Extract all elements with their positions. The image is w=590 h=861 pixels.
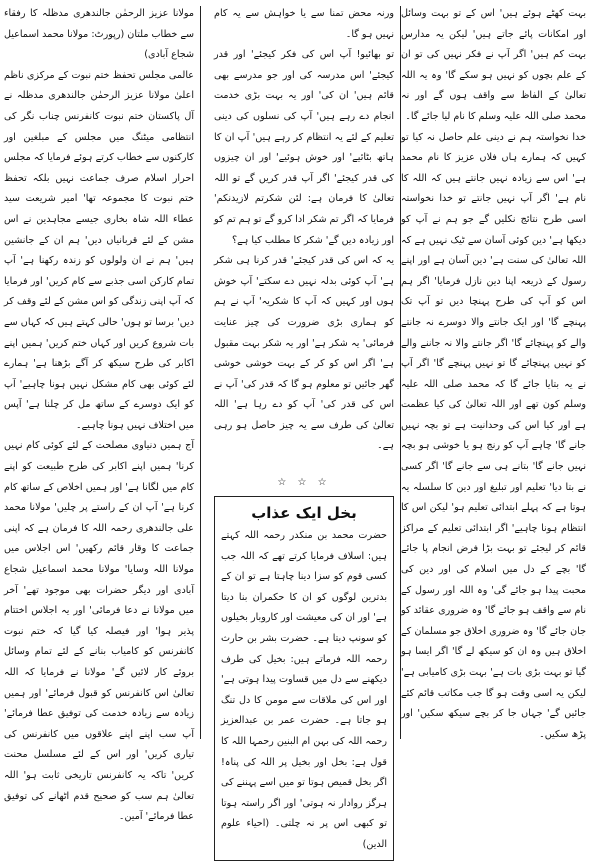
column-divider-left (200, 6, 201, 739)
article-paragraph: عالمی مجلس تحفظ ختم نبوت کے مرکزی ناظم اعلیٰ مولانا عزیز الرحمٰن جالندھری مدظلہ نے آل پاکستان ختم نبوت کانفرنس چناب نگر کی انتظامی میٹنگ میں مجلس کے مبلغین اور کارکنوں سے خطاب کرتے ہوئے فرمایا کہ مجلس احرار اسلام صرف جماعت نہیں بلکہ تحفظ ختم نبوت کا مجموعہ تھا' امیر شریعت سید عطاء اللہ شاہ بخاری جیسے مجاہدین نے اس مشن کے لئے قربانیاں دیں' ہم ان کے جانشین ہیں' ہم نے ان ولولوں کو زندہ رکھنا ہے' آپ تمام کارکن اسی جذبے سے کام کریں' اور فرمایا کہ آپ اپنی زندگی کو اس مشن کے لئے وقف کر دیں' برسا تو ہوں' حالی کہتے ہیں کہ کہاں سے بات شروع کریں اور کہاں ختم کریں' ہمیں اپنے اکابر کی طرح سیکھ کر آگے بڑھنا ہے' ہمارے لئے کوئی بھی کام مشکل نہیں ہونا چاہیے' آپ کو ایک دوسرے کے ساتھ مل کر چلنا ہے' آپس میں اختلاف نہیں ہونا چاہیے۔ (4, 69, 194, 431)
article-continuation (214, 4, 394, 474)
article-column-right (401, 4, 586, 741)
news-headline: مولانا عزیز الرحمٰن جالندھری مدظلہ کا رفقاء سے خطاب ملتان (رپورٹ: مولانا محمد اسماعیل شجاع آبادی) (4, 8, 194, 61)
boxed-article-text: حضرت محمد بن منکدر رحمہ اللہ کہتے ہیں: اسلاف فرمایا کرتے تھے کہ اللہ جب کسی قوم کو سزا دینا چاہتا ہے تو ان کے بدترین لوگوں کو ان کا حکمران بنا دیتا ہے' اور ان کی معیشت اور کاروبار بخیلوں کو سونپ دیتا ہے۔ حضرت بشر بن حارث رحمہ اللہ فرماتے ہیں: بخیل کی طرف دیکھنے سے دل میں قساوت پیدا ہوتی ہے' اور اس کی ملاقات سے مومن کا دل تنگ ہو جاتا ہے۔ حضرت عمر بن عبدالعزیز رحمہ اللہ کی بہن ام البنین رحمہا اللہ کا قول ہے: بخل اور بخیل پر اللہ کی پناہ! اگر بخل قمیص ہوتا تو میں اسے پہننے کی ہرگز روادار نہ ہوتی' اور اگر راستہ ہوتا تو کبھی اس پر نہ چلتی۔ (احیاء علوم الدین) (221, 530, 387, 850)
article-paragraph: آج ہمیں دنیاوی مصلحت کے لئے کوئی کام نہیں کرنا' ہمیں اپنے اکابر کی طرح طبیعت کو اپنے کام میں لگانا ہے' اور ہمیں اخلاص کے ساتھ کام کرنا ہے' آپ ان کے راستے پر چلیں' مولانا محمد علی جالندھری رحمہ اللہ کا فرمان ہے کہ اپنی جماعت کا وقار قائم رکھیں' اس اجلاس میں مولانا اللہ وسایا' مولانا محمد اسماعیل شجاع آبادی اور دیگر حضرات بھی موجود تھے' آخر میں مولانا نے دعا فرمائی' اور یہ اجلاس اختتام پذیر ہوا' اور فیصلہ کیا گیا کہ ختم نبوت کانفرنس کو کامیاب بنانے کے لئے تمام وسائل بروئے کار لائیں گے' مولانا نے فرمایا کہ اللہ تعالیٰ اس کانفرنس کو قبول فرمائے' اور ہمیں زیادہ سے زیادہ خدمت کی توفیق عطا فرمائے' آپ سب اپنے اپنے علاقوں میں کانفرنس کی تیاری کریں' اور اس کے لئے مسلسل محنت کریں' تاکہ یہ کانفرنس تاریخی ثابت ہو' اللہ تعالیٰ ہم سب کو صحیح قدم اٹھانے کی توفیق عطا فرمائے' آمین۔ (4, 440, 194, 823)
article-paragraph: خدا نخواستہ ہم نے دینی علم حاصل نہ کیا تو کہیں کہ ہمارے ہاں فلاں عزیز کا نام محمد ہے' اس سے زیادہ نہیں جانتے ہیں کہ اللہ کا نام ہے' اگر آپ نہیں جانتے تو خدا نخواستہ اسی طرح نتائج نکلیں گے جو ہم نے آپ کو دیکھا ہے' دین کوئی آسان سے ٹیک نہیں ہے کہ اللہ تعالیٰ کی سنت ہے' دین آسان ہے اور اپنے رسول کے ذریعہ اپنا دین نازل فرمایا' اگر ہم اس کو آپ کی طرح پہنچا دیں تو آپ تک پہنچے گا' اور ایک جانتے والا دوسرے نہ جانتے والے کو پہنچائے گا' اگر جانتے والا نہ جاننے والے کو نہیں پہنچائے گا تو نہیں پہنچے گا' اگر آپ نے یہ بتایا جائے گا کہ محمد صلی اللہ علیہ وسلم کون تھے اور اللہ تعالیٰ کی کیا عظمت ہے اور کیا اس کی وحدانیت ہے تو بچہ نہیں جانے گا' چاہے آپ کو رنج ہو یا خوشی ہو بچہ نہیں جانے گا' بتانے ہی سے جانے گا' اگر کسی نے بتا دیا' تعلیم اور تبلیغ اور دین کا سلسلہ یہ ہوتا ہے کہ پہلے ابتدائی تعلیم ہو' لیکن اس کا انتظام ہونا چاہیے' اگر ابتدائی تعلیم کے مراکز قائم کر لیجئے تو بہت بڑا فرض انجام پا جائے گا' بچے کے دل میں اسلام کی اور دین کی محبت پیدا ہو جائے گی' وہ اللہ اور رسول کے نام سے واقف ہو جائے گا' وہ ضروری عقائد کو جان جائے گا' وہ ضروری اخلاق جو مسلمان کے اخلاق ہیں وہ ان کو سیکھ لے گا' اگر ایسا ہو گیا تو بہت بڑی بات ہے' بہت بڑی کامیابی ہے' لیکن یہ اسی وقت ہو گا جب مکاتب قائم کئے جائیں گے' جہاں جا کر بچے سیکھ سکیں' اور پڑھ سکیں۔ (401, 131, 586, 740)
article-paragraph: تو بھائیو! آپ اس کی فکر کیجئے' اور قدر کیجئے' اس مدرسہ کی اور جو مدرسے بھی قائم ہیں' ان کی' اور یہ بہت بڑی خدمت انجام دے رہے ہیں' آپ کی نسلوں کی دینی تعلیم کے لئے یہ انتظام کر رہے ہیں' آپ ان کا ہاتھ بٹائیے' اور خوش ہوئیے' اور ان چیزوں کی قدر کیجئے' اگر آپ قدر کریں گے تو اللہ تعالیٰ کا فرمان ہے: لئن شکرتم لازیدنکم' فرمایا کہ اگر تم شکر ادا کرو گے تو ہم تم کو اور زیادہ دیں گے' شکر کا مطلب کیا ہے؟ (214, 49, 394, 246)
article-paragraph: بہت کھٹے ہوئے ہیں' اس کے تو بہت وسائل اور امکانات پائے جاتے ہیں' لیکن یہ مدارس بہت کم ہیں' اگر آپ نے فکر نہیں کی تو ان کے علم بچوں کو نہیں ہو سکے گا' وہ یہ اللہ تعالیٰ کے الفاظ سے واقف ہوں گے اور نہ محمد صلی اللہ علیہ وسلم کا نام لیا جائے گا۔ (401, 8, 586, 122)
boxed-article (214, 496, 394, 861)
article-column-middle (214, 4, 394, 850)
article-paragraph: ورنہ محض تمنا سے یا خواہش سے یہ کام نہیں ہو گا۔ (214, 8, 394, 40)
article-column-left (4, 4, 194, 823)
boxed-article-title: بخل ایک عذاب (251, 504, 357, 522)
article-paragraph: یہ کہ اس کی قدر کیجئے' قدر کرنا ہی شکر ہے' آپ کوئی بدلہ نہیں دے سکتے' آپ خوش ہوں اور کہیں کہ آپ کا شکریہ' آپ نے ہم کو ہماری بڑی ضرورت کی چیز عنایت فرمائی' یہ شکر ہے' اور یہ شکر بہت مقبول ہے' اگر اس کو کر کے بہت خوشی خوشی گھر جائیں تو معلوم ہو گا کہ قدر کی' آپ نے اس کی قدر کی' آپ کو دے رہا ہے' اللہ تعالیٰ کی طرف سے یہ چیز حاصل ہو رہی ہے۔ (214, 255, 394, 452)
star-separator: ☆ ☆ ☆ (277, 477, 331, 488)
